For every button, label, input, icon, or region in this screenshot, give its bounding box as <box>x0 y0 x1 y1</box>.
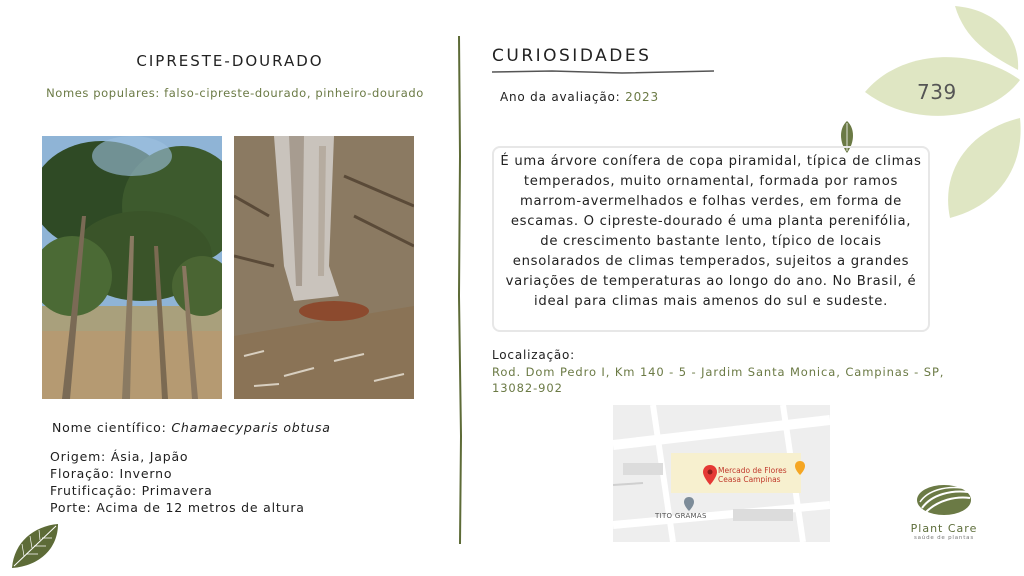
plant-care-logo-icon <box>916 484 972 516</box>
popular-names: Nomes populares: falso-cipreste-dourado, pinheiro-dourado <box>46 86 424 100</box>
year-value: 2023 <box>625 90 659 104</box>
fruiting: Frutificação: Primavera <box>50 483 213 498</box>
map-poi-label: TITO GRAMAS <box>655 512 707 520</box>
title-underline <box>492 69 714 75</box>
year-label: Ano da avaliação: <box>500 90 621 104</box>
poi-pin-icon <box>684 497 694 511</box>
evaluation-year <box>500 90 659 104</box>
map-place-line2: Ceasa Campinas <box>718 475 781 484</box>
flowering: Floração: Inverno <box>50 466 173 481</box>
tree-photo <box>42 136 222 399</box>
plant-number: 739 <box>917 80 957 104</box>
scientific-name-line <box>52 420 331 435</box>
scientific-name: Chamaecyparis obtusa <box>171 420 331 435</box>
origin: Origem: Ásia, Japão <box>50 449 189 464</box>
description-text: É uma árvore conífera de copa piramidal, típica de climas temperados, muito ornamental, formada por ramos marrom-avermelhados e folhas verdes, em forma de escamas. O cipreste-dourado é uma planta perenifólia, de crescimento bastante lento, típico de locais ensolarados de climas temperados, sujeitos a grandes variações de temperaturas ao longo do ano. No Brasil, é ideal para climas mais amenos do sul e sudeste. <box>500 154 922 309</box>
location-address: Rod. Dom Pedro I, Km 140 - 5 - Jardim Santa Monica, Campinas - SP, 13082-902 <box>492 365 945 395</box>
size: Porte: Acima de 12 metros de altura <box>50 500 305 515</box>
location-map[interactable] <box>613 405 830 542</box>
map-pin-icon[interactable] <box>703 465 717 485</box>
plant-facts <box>50 448 305 516</box>
leaf-icon <box>8 520 62 572</box>
brand-name: Plant Care <box>910 522 978 535</box>
brand-logo <box>904 484 984 541</box>
brand-tagline: saúde de plantas <box>913 535 975 541</box>
location-label: Localização: <box>492 348 576 362</box>
scientific-label: Nome científico: <box>52 420 167 435</box>
description-box <box>492 146 930 332</box>
store-pin-icon <box>795 461 805 475</box>
trunk-photo <box>234 136 414 399</box>
plant-title: CIPRESTE-DOURADO <box>136 52 324 70</box>
map-place-line1: Mercado de Flores <box>718 466 787 475</box>
curiosities-title: CURIOSIDADES <box>492 46 652 66</box>
vertical-divider <box>455 36 465 544</box>
